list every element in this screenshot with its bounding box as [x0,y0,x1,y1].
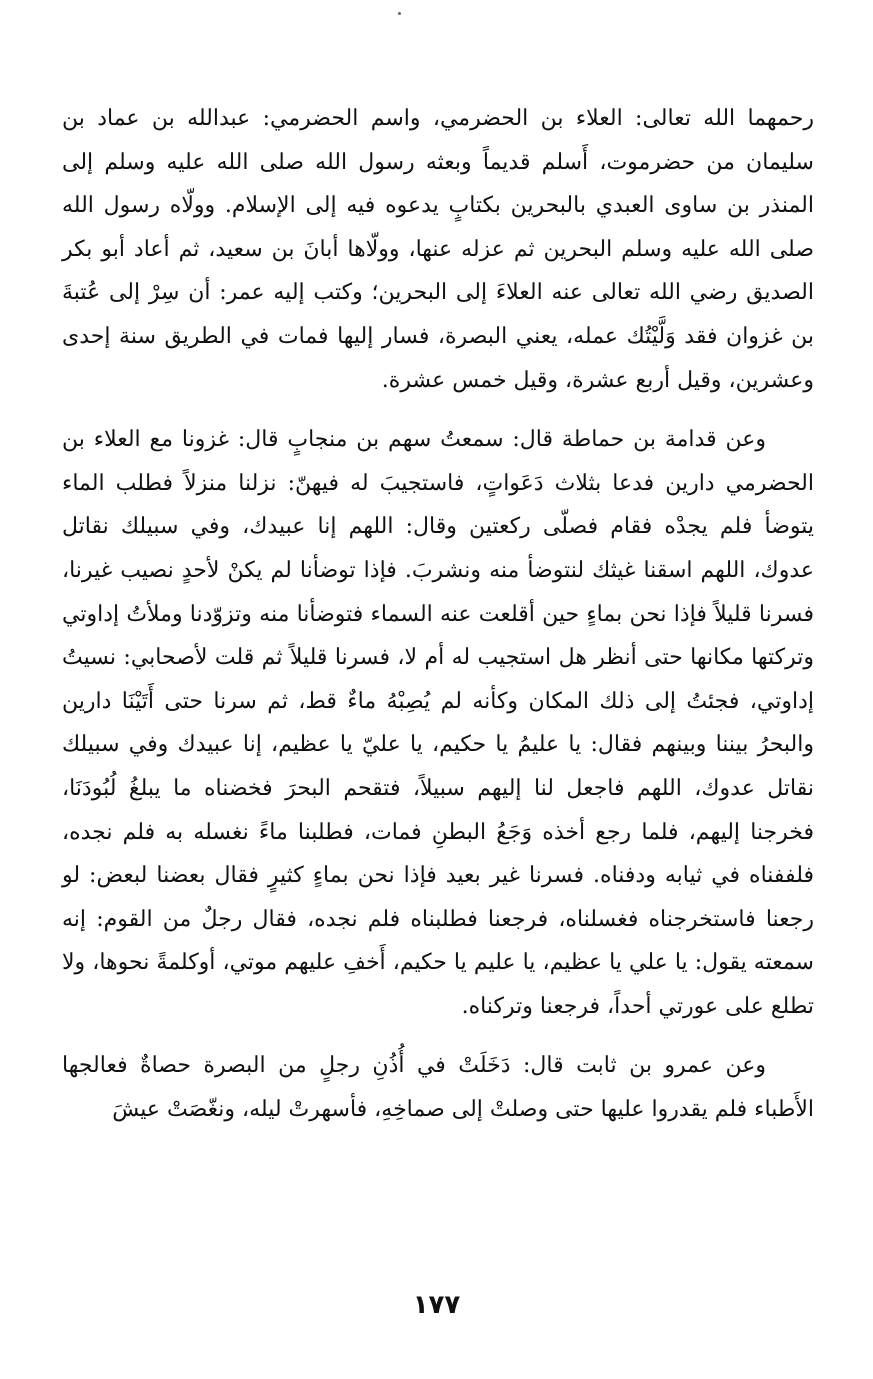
paragraph-3: وعن عمرو بن ثابت قال: دَخَلَتْ في أُذُنِ رجلٍ من البصرة حصاةٌ فعالجها الأَطباء فلم يقدروا عليها حتى وصلتْ إلى صماخِهِ، فأسهرتْ ليله، ونغّصَتْ عيشَ [62,1053,814,1123]
body-text [62,97,814,1132]
paragraph-2: وعن قدامة بن حماطة قال: سمعتُ سهم بن منجابٍ قال: غزونا مع العلاء بن الحضرمي دارين فدعا بثلاث دَعَواتٍ، فاستجيبَ له فيهنّ: نزلنا منزلاً فطلب الماء يتوضأ فلم يجدْه فقام فصلّى ركعتين وقال: اللهم إنا عبيدك، وفي سبيلك نقاتل عدوك، اللهم اسقنا غيثك لنتوضأ منه ونشربَ. فإذا توضأنا لم يكنْ لأحدٍ نصيب غيرنا، فسرنا قليلاً فإذا نحن بماءٍ حين أقلعت عنه السماء فتوضأنا منه وتزوّدنا وملأتُ إداوتي وتركتها مكانها حتى أنظر هل استجيب له أم لا، فسرنا قليلاً ثم قلت لأصحابي: نسيتُ إداوتي، فجئتُ إلى ذلك المكان وكأنه لم يُصِبْهُ ماءٌ قط، ثم سرنا حتى أَتَيْنَا دارين والبحرُ بيننا وبينهم فقال: يا عليمُ يا حكيم، يا عليّ يا عظيم، إنا عبيدك وفي سبيلك نقاتل عدوك، اللهم فاجعل لنا إليهم سبيلاً، فتقحم البحرَ فخضناه ما يبلغُ لُبُودَنَا، فخرجنا إليهم، فلما رجع أخذه وَجَعُ البطنِ فمات، فطلبنا ماءً نغسله به فلم نجده، فلففناه في ثيابه ودفناه. فسرنا غير بعيد فإذا نحن بماءٍ كثيرٍ فقال بعضنا لبعض: لو رجعنا فاستخرجناه فغسلناه، فرجعنا فطلبناه فلم نجده، فقال رجلٌ من القوم: إنه سمعته يقول: يا علي يا عظيم، يا عليم يا حكيم، أَخفِ عليهم موتي، أوكلمةً نحوها، ولا تطلع على عورتي أحداً، فرجعنا وتركناه. [62,427,814,1019]
scan-speck [398,12,401,15]
paragraph-1: رحمهما الله تعالى: العلاء بن الحضرمي، واسم الحضرمي: عبدالله بن عماد بن سليمان من حضرموت، أَسلم قديماً وبعثه رسول الله صلى الله عليه وسلم إلى المنذر بن ساوى العبدي بالبحرين بكتابٍ يدعوه فيه إلى الإسلام. وولّاه رسول الله صلى الله عليه وسلم البحرين ثم عزله عنها، وولّاها أبانَ بن سعيد، ثم أعاد أبو بكر الصديق رضي الله تعالى عنه العلاءَ إلى البحرين؛ وكتب إليه عمر: أن سِرْ إلى عُتبةَ بن غزوان فقد وَلَّيْتُك عمله، يعني البصرة، فسار إليها فمات في الطريق سنة إحدى وعشرين، وقيل أربع عشرة، وقيل خمس عشرة. [62,106,815,393]
page-number: ١٧٧ [412,1290,461,1320]
